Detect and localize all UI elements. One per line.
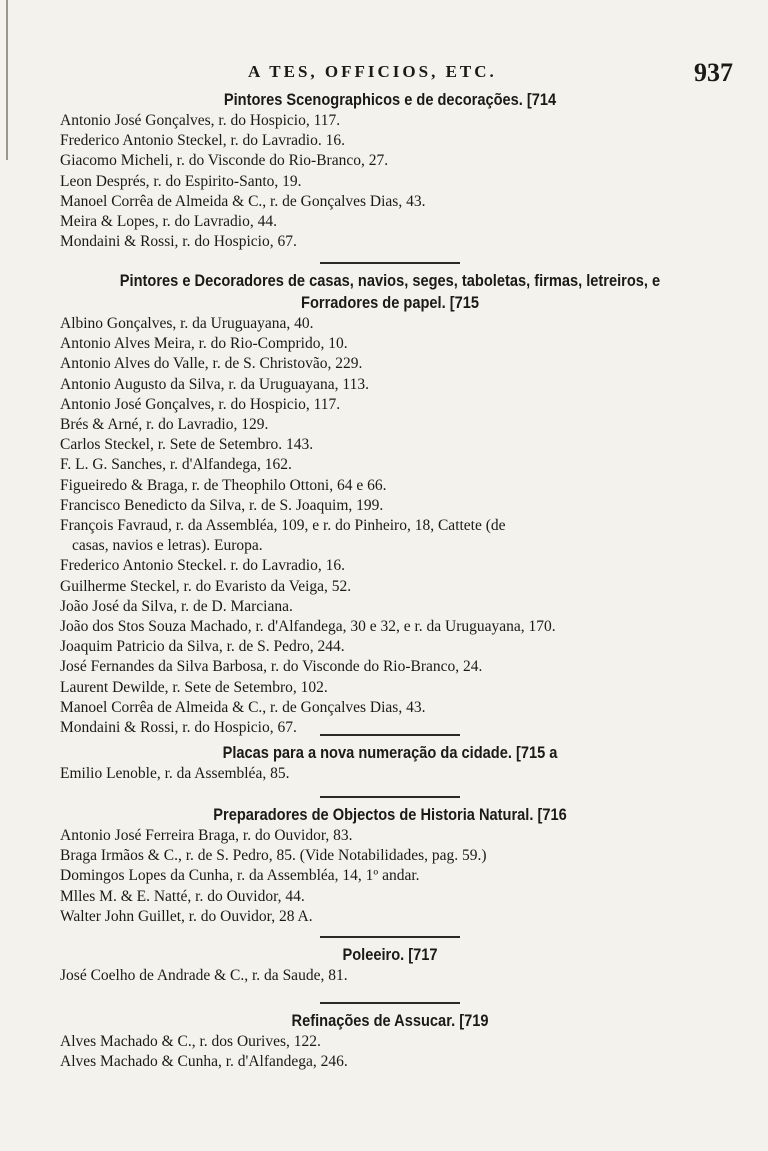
list-item: Albino Gonçalves, r. da Uruguayana, 40. — [60, 315, 314, 332]
list-item: Carlos Steckel, r. Sete de Setembro. 143. — [60, 436, 314, 454]
list-item: Alves Machado & C., r. dos Ourives, 122. — [60, 1033, 321, 1050]
list-item: Frederico Antonio Steckel, r. do Lavradio. 16. — [60, 132, 345, 150]
list-item: Figueiredo & Braga, r. de Theophilo Ottoni, 64 e 66. — [60, 476, 387, 494]
list-item: João dos Stos Souza Machado, r. d'Alfandega, 30 e 32, e r. da Uruguayana, 170. — [60, 618, 556, 636]
list-item: Mondaini & Rossi, r. do Hospicio, 67. — [60, 233, 297, 251]
list-item: Antonio Alves do Valle, r. de S. Christovão, 229. — [60, 355, 363, 373]
list-item: Braga Irmãos & C., r. de S. Pedro, 85. (Vide Notabilidades, pag. 59.) — [60, 847, 487, 865]
section-divider — [320, 262, 460, 264]
list-item-continuation: casas, navios e letras). Europa. — [72, 537, 263, 555]
list-item: Brés & Arné, r. do Lavradio, 129. — [60, 416, 269, 434]
section-divider — [320, 796, 460, 798]
list-item: Mlles M. & E. Natté, r. do Ouvidor, 44. — [60, 887, 305, 905]
section-divider — [320, 734, 460, 736]
section-heading: Pintores Scenographicos e de decorações. [714 — [223, 90, 557, 109]
page-number: 937 — [694, 58, 733, 87]
list-item: Leon Després, r. do Espirito-Santo, 19. — [60, 172, 302, 190]
section-refinacoes — [60, 1002, 720, 1072]
list-item: F. L. G. Sanches, r. d'Alfandega, 162. — [60, 456, 292, 474]
list-item: Walter John Guillet, r. do Ouvidor, 28 A. — [60, 907, 313, 925]
section-heading-line-2: Forradores de papel. [715 — [301, 293, 479, 312]
list-item: José Fernandes da Silva Barbosa, r. do Visconde do Rio-Branco, 24. — [60, 658, 483, 676]
list-item: Domingos Lopes da Cunha, r. da Assembléa, 14, 1º andar. — [60, 867, 420, 885]
list-item: Laurent Dewilde, r. Sete de Setembro, 102. — [60, 678, 328, 696]
list-item: Alves Machado & Cunha, r. d'Alfandega, 246. — [60, 1053, 348, 1071]
section-placas — [60, 734, 720, 784]
list-item: Mondaini & Rossi, r. do Hospicio, 67. — [60, 719, 297, 737]
list-item: Manoel Corrêa de Almeida & C., r. de Gonçalves Dias, 43. — [60, 698, 426, 716]
section-pintores-decoradores — [60, 262, 720, 738]
section-heading: Placas para a nova numeração da cidade. [715 a — [222, 743, 558, 762]
list-item: Antonio José Gonçalves, r. do Hospicio, 117. — [60, 112, 341, 129]
list-item: François Favraud, r. da Assembléa, 109, e r. do Pinheiro, 18, Cattete (de — [60, 517, 506, 535]
list-item: Francisco Benedicto da Silva, r. de S. Joaquim, 199. — [60, 496, 384, 514]
section-poleeiro — [60, 936, 720, 986]
section-heading: Poleeiro. [717 — [342, 945, 438, 964]
header-title: A TES, OFFICIOS, ETC. — [248, 62, 497, 81]
list-item: Frederico Antonio Steckel. r. do Lavradio, 16. — [60, 557, 345, 575]
list-item: Antonio José Ferreira Braga, r. do Ouvidor, 83. — [60, 827, 353, 844]
list-item: José Coelho de Andrade & C., r. da Saude, 81. — [60, 967, 348, 984]
list-item: Giacomo Micheli, r. do Visconde do Rio-Branco, 27. — [60, 152, 389, 170]
list-item: Antonio Alves Meira, r. do Rio-Comprido, 10. — [60, 335, 348, 353]
list-item: Antonio José Gonçalves, r. do Hospicio, 117. — [60, 395, 341, 413]
section-heading: Pintores e Decoradores de casas, navios, seges, taboletas, firmas, letreiros, e — [119, 271, 661, 290]
list-item: Manoel Corrêa de Almeida & C., r. de Gonçalves Dias, 43. — [60, 192, 426, 210]
section-preparadores — [60, 796, 720, 927]
section-pintores-scenographicos — [60, 89, 720, 252]
list-item: Meira & Lopes, r. do Lavradio, 44. — [60, 213, 277, 231]
list-item: Joaquim Patricio da Silva, r. de S. Pedro, 244. — [60, 638, 345, 656]
list-item: Emilio Lenoble, r. da Assembléa, 85. — [60, 765, 290, 782]
section-heading: Preparadores de Objectos de Historia Natural. [716 — [213, 805, 567, 824]
section-divider — [320, 936, 460, 938]
page-header — [0, 58, 768, 88]
section-heading: Refinações de Assucar. [719 — [291, 1011, 489, 1030]
list-item: Antonio Augusto da Silva, r. da Uruguayana, 113. — [60, 375, 369, 393]
list-item: João José da Silva, r. de D. Marciana. — [60, 597, 293, 615]
section-divider — [320, 1002, 460, 1004]
list-item: Guilherme Steckel, r. do Evaristo da Veiga, 52. — [60, 577, 352, 595]
